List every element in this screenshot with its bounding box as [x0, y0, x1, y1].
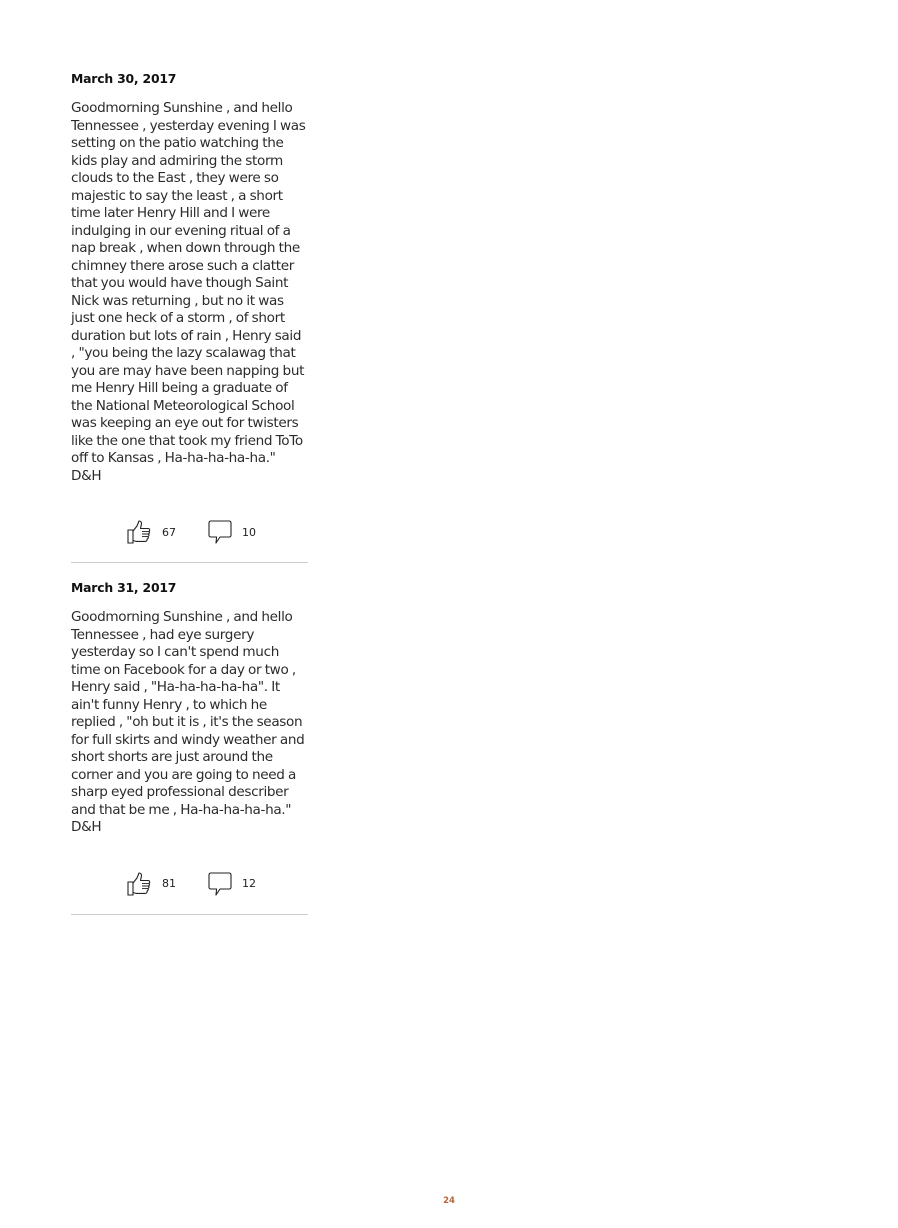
page-number: 24	[443, 1196, 455, 1206]
post-text: Goodmorning Sunshine , and hello Tennessee , had eye surgery yesterday so I can't spend much time on Facebook for a day or two , Henry said , "Ha-ha-ha-ha-ha". It ain't funny Henry , to which he replied , "oh but it is , it's the season for full skirts and windy weather and short shorts are just around the corner and you are going to need a sharp eyed professional describer and that be me , Ha-ha-ha-ha-ha." D&H	[71, 609, 305, 835]
post-reactions	[126, 518, 308, 546]
comment-count: 10	[242, 525, 256, 539]
comment-reaction	[207, 871, 256, 897]
post	[71, 70, 308, 563]
thumbs-up-icon	[126, 871, 152, 897]
thumbs-up-icon	[126, 519, 152, 545]
post-divider	[71, 562, 308, 563]
comment-count: 12	[242, 877, 256, 890]
like-count: 67	[162, 525, 176, 539]
post-divider	[71, 914, 308, 915]
like-reaction	[126, 871, 176, 897]
posts-column	[71, 70, 308, 915]
post-date: March 31, 2017	[71, 580, 177, 595]
post	[71, 579, 308, 915]
post-text: Goodmorning Sunshine , and hello Tennessee , yesterday evening I was setting on the patio watching the kids play and admiring the storm clouds to the East , they were so majestic to say the least , a short time later Henry Hill and I were indulging in our evening ritual of a nap break , when down through the chimney there arose such a clatter that you would have though Saint Nick was returning , but no it was just one heck of a storm , of short duration but lots of rain , Henry said , "you being the lazy scalawag that you are may have been napping but me Henry Hill being a graduate of the National Meteorological School was keeping an eye out for twisters like the one that took my friend ToTo off to Kansas , Ha-ha-ha-ha-ha." D&H	[71, 100, 306, 484]
like-count: 81	[162, 877, 176, 890]
comment-reaction	[207, 519, 256, 545]
post-date: March 30, 2017	[71, 71, 177, 86]
speech-bubble-icon	[207, 519, 233, 545]
post-reactions	[126, 870, 308, 898]
speech-bubble-icon	[207, 871, 233, 897]
like-reaction	[126, 519, 176, 545]
